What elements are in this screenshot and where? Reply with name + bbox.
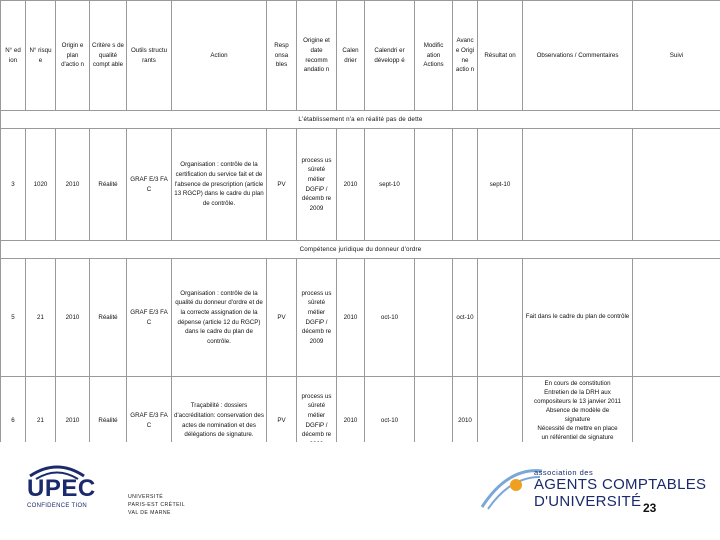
cell-recomm: process us sûreté métier DGFiP / décemb re <box>297 377 337 465</box>
header-cell: Resp onsa bles <box>267 1 297 111</box>
obs-line: Entretien de la DRH aux <box>544 389 611 397</box>
cell-modif <box>415 259 453 377</box>
cell-outil: GRAF E/3 FA C <box>127 129 172 241</box>
cell-recomm: process us sûreté métier DGFiP / décemb re 2009 <box>297 259 337 377</box>
section-row <box>1 111 720 129</box>
header-cell: N° risqu e <box>26 1 56 111</box>
header-cell: Action <box>172 1 267 111</box>
cell-origine: 2010 <box>56 129 90 241</box>
obs-line: Nécessité de mettre en place <box>537 424 618 432</box>
section-title: L'établissement n'a en réalité pas de dette <box>1 111 720 129</box>
upec-wordmark: UPEC <box>27 475 96 502</box>
cell-calendev: sept-10 <box>365 129 415 241</box>
cell-resp: PV <box>267 259 297 377</box>
univ-line: PARIS-EST CRÉTEIL <box>128 501 186 508</box>
cell-outil: GRAF E/3 FA C <box>127 377 172 465</box>
cell-action: Organisation : contrôle de la qualité du donneur d'ordre et de la correcte assignation de la dépense (article 12 du RGCP) dans le cadre du plan de contrôle. <box>172 259 267 377</box>
table-row <box>1 259 720 377</box>
table-row <box>1 129 720 241</box>
page-number: 23 <box>643 501 657 515</box>
assoc-line: AGENTS COMPTABLES <box>534 476 707 494</box>
header-cell: N° ed ion <box>1 1 26 111</box>
section-title: Compétence juridique du donneur d'ordre <box>1 241 720 259</box>
cell-num: 3 <box>1 129 26 241</box>
header-row <box>1 1 720 111</box>
cell-risque: 21 <box>26 377 56 465</box>
cell-resultat <box>478 259 523 377</box>
upec-tagline: CONFIDENCE TION <box>27 503 88 509</box>
header-cell: Origine et date recomm andatio n <box>297 1 337 111</box>
cell-avance <box>453 129 478 241</box>
obs-line: un référentiel de signature <box>541 433 614 441</box>
obs-line: compositeurs le 13 janvier 2011 <box>534 398 621 406</box>
cell-calendrier: 2010 <box>337 129 365 241</box>
cell-calendrier: 2010 <box>337 259 365 377</box>
cell-calendrier: 2010 <box>337 377 365 465</box>
cell-risque: 21 <box>26 259 56 377</box>
cell-resp: PV <box>267 377 297 465</box>
header-cell: Calen drier <box>337 1 365 111</box>
cell-obs <box>523 129 633 241</box>
cell-avance: oct-10 <box>453 259 478 377</box>
obs-line: Absence de modèle de <box>545 407 610 415</box>
cell-obs <box>523 259 633 377</box>
cell-avance: 2010 <box>453 377 478 465</box>
assoc-line: association des <box>534 468 594 477</box>
univ-line: VAL DE MARNE <box>128 509 171 516</box>
header-cell: Origin e plan d'actio n <box>56 1 90 111</box>
cell-risque: 1020 <box>26 129 56 241</box>
cell-num: 5 <box>1 259 26 377</box>
header-cell: Modific ation Actions <box>415 1 453 111</box>
header-cell: Résultat on <box>478 1 523 111</box>
cell-num: 6 <box>1 377 26 465</box>
cell-resultat: sept-10 <box>478 129 523 241</box>
header-cell: Avanc e Origi ne actio n <box>453 1 478 111</box>
association-name <box>534 468 706 510</box>
header-cell: Critère s de qualité compt able <box>90 1 127 111</box>
cell-calendev: oct-10 <box>365 377 415 465</box>
section-row <box>1 241 720 259</box>
cell-critere: Réalité <box>90 259 127 377</box>
univ-line: UNIVERSITÉ <box>128 494 164 500</box>
obs-line: En cours de constitution <box>544 380 611 388</box>
cell-action: Organisation : contrôle de la certification du service fait et de l'absence de prescription (article 13 RGCP) dans le cadre du plan de contrôle. <box>172 129 267 241</box>
cell-resp: PV <box>267 129 297 241</box>
obs-line: signature <box>564 416 591 423</box>
cell-critere: Réalité <box>90 377 127 465</box>
cell-calendev: oct-10 <box>365 259 415 377</box>
obs-line: Fait dans le cadre du plan de contrôle <box>525 313 630 320</box>
cell-origine: 2010 <box>56 377 90 465</box>
university-name <box>128 494 185 517</box>
assoc-line: D'UNIVERSITÉ <box>534 492 642 510</box>
cell-origine: 2010 <box>56 259 90 377</box>
cell-suivi <box>633 259 720 377</box>
cell-recomm: process us sûreté métier DGFiP / décemb re 2009 <box>297 129 337 241</box>
cell-action: Traçabilité : dossiers d'accréditation: conservation des actes de nomination et des délégations de signature. <box>172 377 267 465</box>
header-cell: Observations / Commentaires <box>523 1 633 111</box>
header-cell: Outils structu rants <box>127 1 172 111</box>
cell-modif <box>415 129 453 241</box>
cell-critere: Réalité <box>90 129 127 241</box>
header-cell: Calendri er développ é <box>365 1 415 111</box>
header-cell: Suivi <box>633 1 720 111</box>
cell-suivi <box>633 129 720 241</box>
cell-outil: GRAF E/3 FA C <box>127 259 172 377</box>
